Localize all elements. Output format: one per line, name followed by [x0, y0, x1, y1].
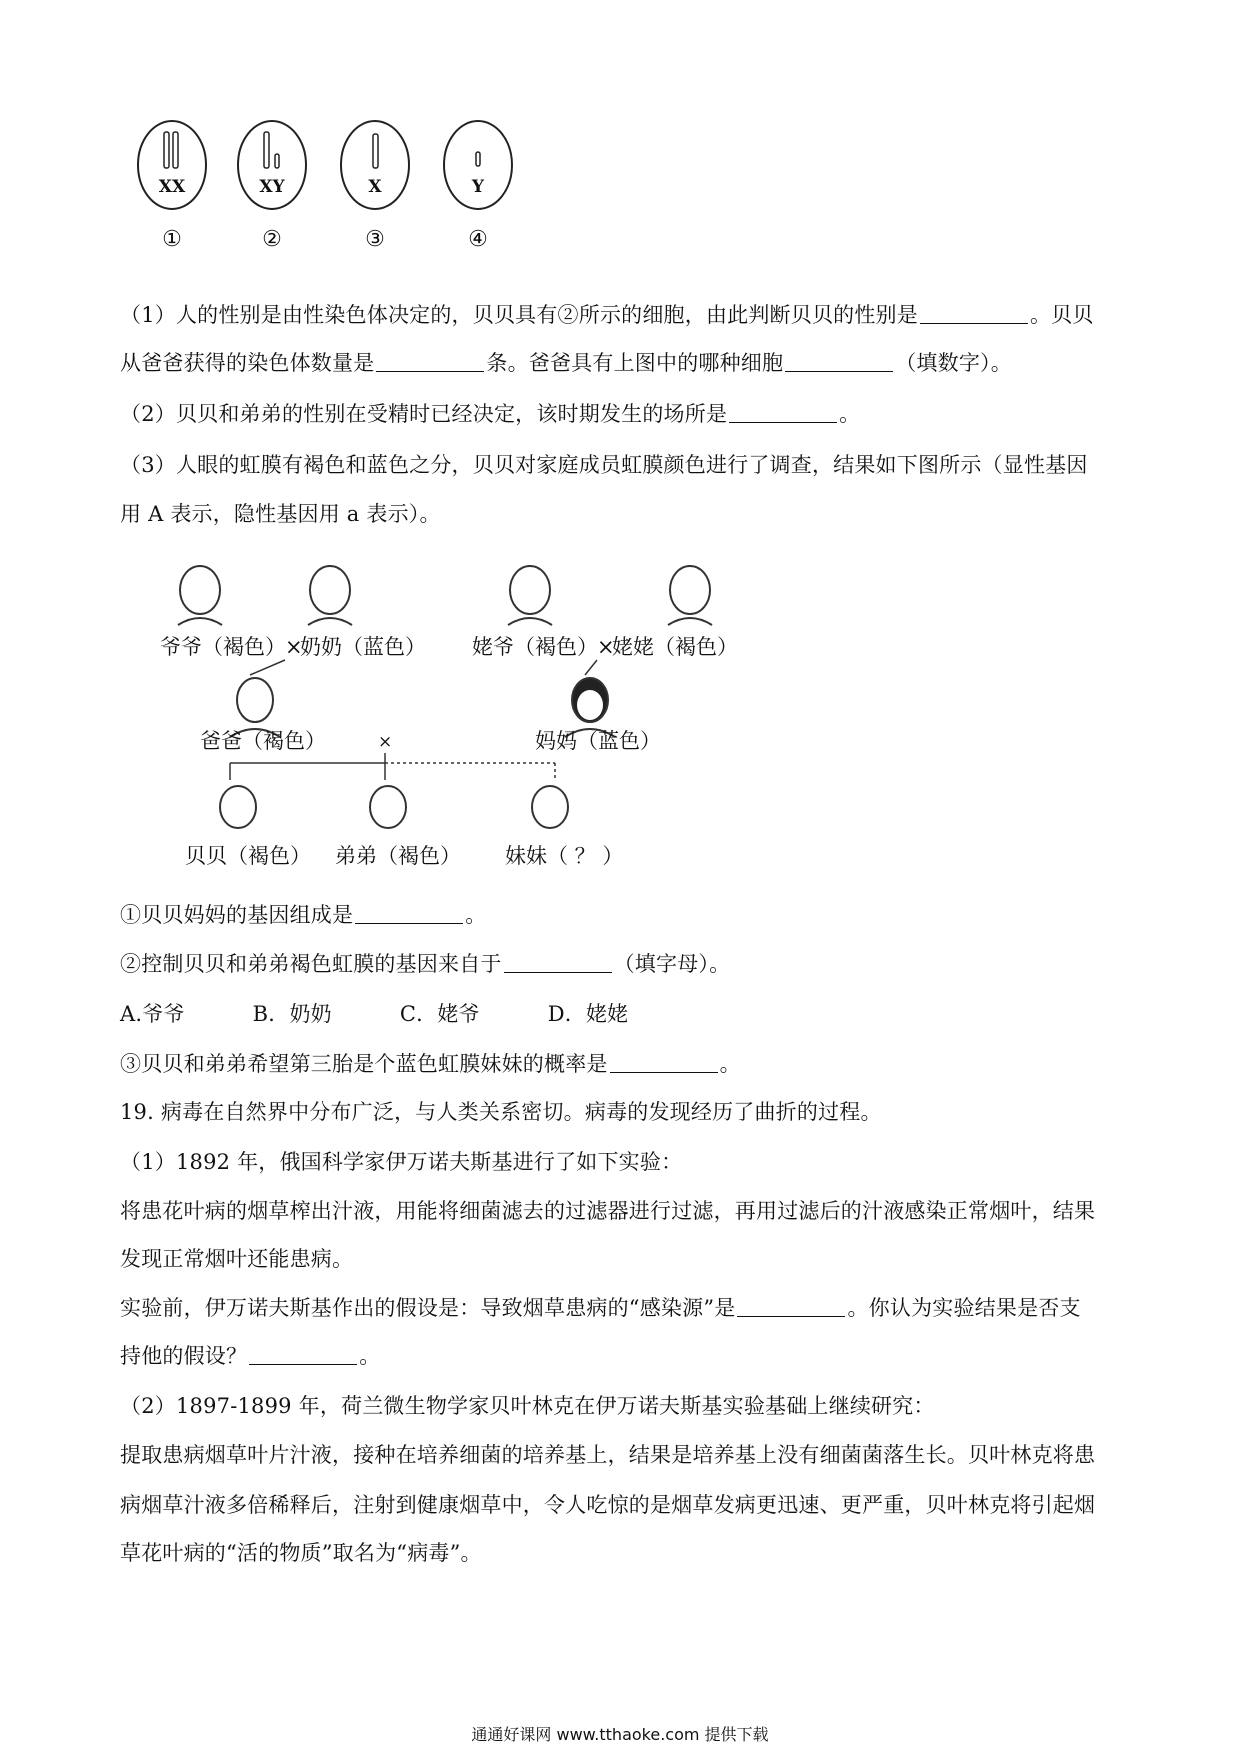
- q18-p1-line2: [120, 348, 1130, 378]
- q18-s3: [120, 1049, 1130, 1079]
- answer-blank-mother-genotype[interactable]: [355, 903, 463, 924]
- q19-p1-head: （1）1892 年，俄国科学家伊万诺夫斯基进行了如下实验：: [120, 1150, 683, 1174]
- q18-s2-text-a: ②控制贝贝和弟弟褐色虹膜的基因来自于: [120, 952, 502, 976]
- q19-p2-head: （2）1897-1899 年，荷兰微生物学家贝叶林克在伊万诺夫斯基实验基础上继续研究：: [120, 1394, 935, 1418]
- brother-portrait: [370, 786, 406, 828]
- grandpa-pat-portrait: [178, 566, 222, 625]
- pedigree-figure: [160, 555, 770, 875]
- answer-blank-cell-type[interactable]: [785, 351, 893, 372]
- q19-p2-line1: 提取患病烟草叶片汁液，接种在培养细菌的培养基上，结果是培养基上没有细菌菌落生长。贝叶林克将患: [120, 1443, 1096, 1467]
- cross-symbol-3: ×: [378, 732, 393, 752]
- option-c[interactable]: C．姥爷: [399, 1002, 480, 1026]
- q19-p1-question2: [120, 1341, 1130, 1371]
- q19-intro: 19. 病毒在自然界中分布广泛，与人类关系密切。病毒的发现经历了曲折的过程。: [120, 1100, 882, 1124]
- q18-p2: [120, 399, 1130, 429]
- cell-xy: [238, 121, 306, 252]
- q19-p1-question: [120, 1293, 1130, 1323]
- cell-number-4: ④: [468, 227, 488, 252]
- sister-portrait: [532, 786, 568, 828]
- q18-p1-text-e: （填数字）。: [895, 351, 1012, 375]
- cell-label-xx: XX: [158, 177, 186, 197]
- q18-s1: [120, 900, 1130, 930]
- cell-label-y: Y: [471, 177, 485, 197]
- grandma-pat-portrait: [308, 566, 352, 625]
- q19-p2-line3: 草花叶病的“活的物质”取名为“病毒”。: [120, 1541, 482, 1565]
- cross-symbol-1: ×: [285, 635, 303, 659]
- label-grandpa-pat: 爷爷（褐色）: [160, 635, 286, 659]
- cross-symbol-2: ×: [597, 635, 615, 659]
- answer-blank-probability[interactable]: [610, 1052, 718, 1073]
- q18-options: [120, 999, 1130, 1029]
- q18-p3-line2: 用 A 表示，隐性基因用 a 表示）。: [120, 502, 441, 526]
- q18-s2: [120, 949, 1130, 979]
- q18-s3-text-b: 。: [719, 1052, 741, 1076]
- label-brother: 弟弟（褐色）: [335, 844, 461, 868]
- label-grandma-pat: 奶奶（蓝色）: [300, 635, 426, 659]
- q18-p1-line1: [120, 300, 1130, 330]
- cell-number-3: ③: [365, 227, 385, 252]
- q19-p1-line2: 发现正常烟叶还能患病。: [120, 1247, 354, 1271]
- answer-blank-fertilization-site[interactable]: [729, 402, 837, 423]
- q19-p1-q-text-b: 。你认为实验结果是否支: [847, 1296, 1081, 1320]
- label-father: 爸爸（褐色）: [200, 729, 326, 753]
- q18-p2-text-b: 。: [839, 402, 861, 426]
- cell-number-1: ①: [162, 227, 182, 252]
- answer-blank-infection-source[interactable]: [737, 1296, 845, 1317]
- answer-blank-chromosome-count[interactable]: [376, 351, 484, 372]
- q18-p3-line1: （3）人眼的虹膜有褐色和蓝色之分，贝贝对家庭成员虹膜颜色进行了调查，结果如下图所示（显性基因: [120, 453, 1088, 477]
- q18-p1-text-b: 。贝贝: [1029, 303, 1094, 327]
- answer-blank-gene-source[interactable]: [504, 952, 612, 973]
- grandpa-mat-portrait: [508, 566, 552, 625]
- answer-blank-support-hypothesis[interactable]: [249, 1344, 357, 1365]
- cell-label-x: X: [368, 177, 382, 197]
- q18-s3-text-a: ③贝贝和弟弟希望第三胎是个蓝色虹膜妹妹的概率是: [120, 1052, 608, 1076]
- cell-label-xy: XY: [259, 177, 285, 197]
- answer-blank-sex[interactable]: [920, 303, 1028, 324]
- q18-p1-text-a: （1）人的性别是由性染色体决定的，贝贝具有②所示的细胞，由此判断贝贝的性别是: [120, 303, 918, 327]
- q18-s1-text-a: ①贝贝妈妈的基因组成是: [120, 903, 354, 927]
- label-grandma-mat: 姥姥（褐色）: [612, 635, 738, 659]
- q19-p1-q2-text-a: 持他的假设？: [120, 1344, 248, 1368]
- q18-p1-text-c: 从爸爸获得的染色体数量是: [120, 351, 375, 375]
- cell-y: [444, 121, 512, 252]
- label-sister: 妹妹（ ？ ）: [505, 844, 624, 868]
- cell-xx: [138, 121, 206, 252]
- grandma-mat-portrait: [668, 566, 712, 625]
- cell-number-2: ②: [262, 227, 282, 252]
- q19-p1-q2-text-b: 。: [359, 1344, 381, 1368]
- label-mother: 妈妈（蓝色）: [535, 729, 661, 753]
- label-beibei: 贝贝（褐色）: [185, 844, 311, 868]
- option-b[interactable]: B．奶奶: [252, 1002, 332, 1026]
- q19-p1-q-text-a: 实验前，伊万诺夫斯基作出的假设是：导致烟草患病的“感染源”是: [120, 1296, 736, 1320]
- q18-p2-text-a: （2）贝贝和弟弟的性别在受精时已经决定，该时期发生的场所是: [120, 402, 728, 426]
- q18-s2-text-b: （填字母）。: [613, 952, 731, 976]
- cell-x: [341, 121, 409, 252]
- q18-p1-text-d: 条。爸爸具有上图中的哪种细胞: [486, 351, 784, 375]
- chromosome-figure: [130, 120, 570, 260]
- q19-p1-line1: 将患花叶病的烟草榨出汁液，用能将细菌滤去的过滤器进行过滤，再用过滤后的汁液感染正常烟叶，结果: [120, 1199, 1096, 1223]
- option-a[interactable]: A.爷爷: [120, 1002, 185, 1026]
- option-d[interactable]: D．姥姥: [547, 1002, 629, 1026]
- beibei-portrait: [220, 786, 256, 828]
- label-grandpa-mat: 姥爷（褐色）: [472, 635, 598, 659]
- q18-s1-text-b: 。: [465, 903, 487, 927]
- q19-p2-line2: 病烟草汁液多倍稀释后，注射到健康烟草中，令人吃惊的是烟草发病更迅速、更严重，贝叶林克将引起烟: [120, 1493, 1096, 1517]
- page-footer: 通通好课网 www.tthaoke.com 提供下载: [471, 1725, 769, 1744]
